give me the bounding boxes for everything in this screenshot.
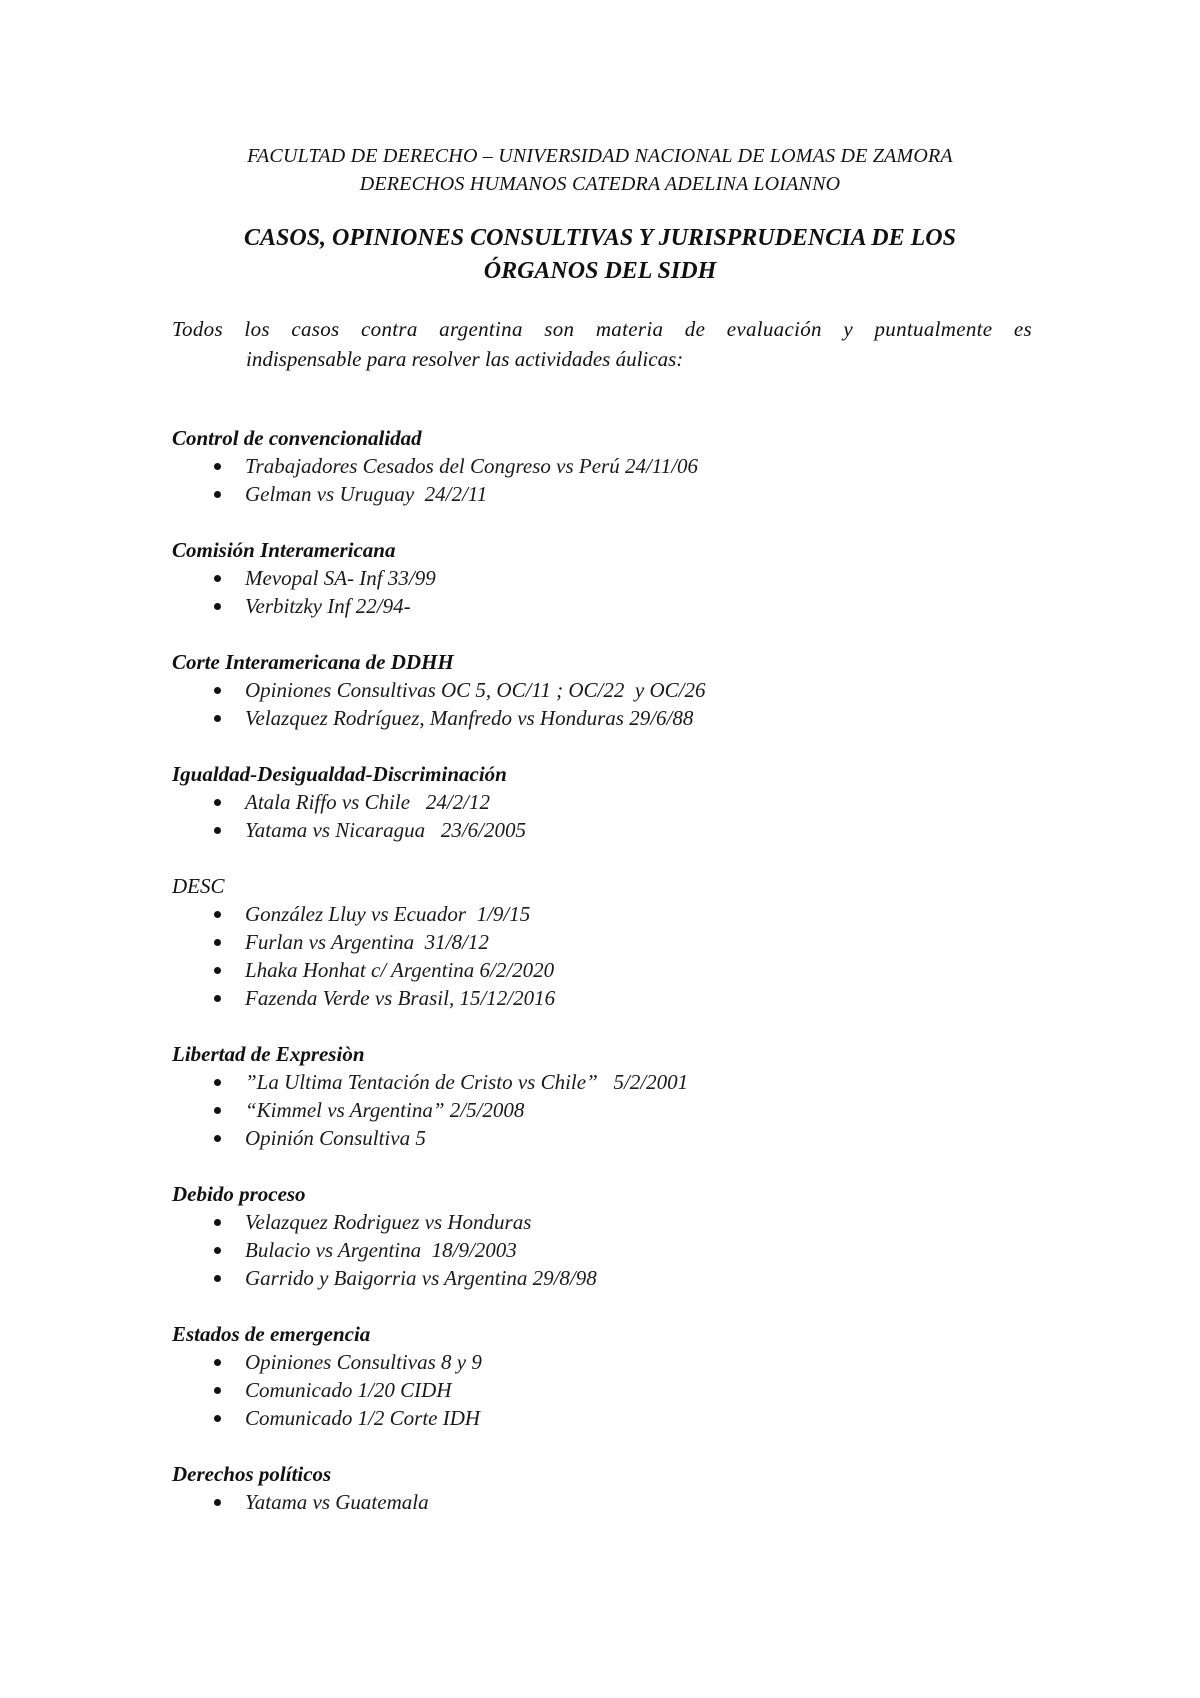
list-item-text: Furlan vs Argentina 31/8/12 — [245, 930, 489, 954]
list-item-text: Verbitzky Inf 22/94- — [245, 594, 411, 618]
document-title — [0, 222, 1200, 288]
section-igualdad — [172, 760, 1052, 844]
bullet-icon — [214, 1359, 221, 1366]
section-heading: Comisión Interamericana — [172, 538, 396, 562]
list-item-text: Gelman vs Uruguay 24/2/11 — [245, 482, 488, 506]
list-item — [172, 480, 1052, 508]
bullet-icon — [214, 687, 221, 694]
list-item — [172, 1124, 1052, 1152]
bullet-icon — [214, 995, 221, 1002]
section-heading: Derechos políticos — [172, 1462, 332, 1486]
list-item — [172, 788, 1052, 816]
section-heading: Control de convencionalidad — [172, 426, 422, 450]
section-corte-interamericana — [172, 648, 1052, 732]
section-debido-proceso — [172, 1180, 1052, 1292]
section-control-convencionalidad — [172, 424, 1052, 508]
list-item-text: Fazenda Verde vs Brasil, 15/12/2016 — [245, 986, 556, 1010]
bullet-icon — [214, 1135, 221, 1142]
section-heading: DESC — [172, 874, 225, 898]
list-item — [172, 1348, 1052, 1376]
list-item-text: Opinión Consultiva 5 — [245, 1126, 426, 1150]
list-item-text: Opiniones Consultivas OC 5, OC/11 ; OC/22 y OC/26 — [245, 678, 706, 702]
title-line-1: CASOS, OPINIONES CONSULTIVAS Y JURISPRUDENCIA DE LOS — [244, 225, 956, 251]
list-item — [172, 564, 1052, 592]
bullet-icon — [214, 939, 221, 946]
list-item — [172, 1376, 1052, 1404]
intro-line-2: indispensable para resolver las actividades áulicas: — [246, 347, 684, 371]
bullet-icon — [214, 1079, 221, 1086]
list-item-text: Opiniones Consultivas 8 y 9 — [245, 1350, 482, 1374]
list-item — [172, 1488, 1052, 1516]
list-item-text: ”La Ultima Tentación de Cristo vs Chile” 5/2/2001 — [245, 1070, 689, 1094]
list-item — [172, 592, 1052, 620]
section-heading: Estados de emergencia — [172, 1322, 371, 1346]
sections-list — [172, 424, 1052, 1544]
list-item — [172, 900, 1052, 928]
bullet-icon — [214, 827, 221, 834]
list-item-text: Comunicado 1/20 CIDH — [245, 1378, 452, 1402]
document-header — [0, 142, 1200, 198]
header-line-chair: DERECHOS HUMANOS CATEDRA ADELINA LOIANNO — [359, 173, 841, 195]
bullet-icon — [214, 1219, 221, 1226]
bullet-icon — [214, 911, 221, 918]
bullet-icon — [214, 1387, 221, 1394]
section-estados-emergencia — [172, 1320, 1052, 1432]
bullet-icon — [214, 1275, 221, 1282]
list-item-text: Comunicado 1/2 Corte IDH — [245, 1406, 481, 1430]
bullet-icon — [214, 603, 221, 610]
list-item-text: Velazquez Rodriguez vs Honduras — [245, 1210, 532, 1234]
list-item-text: Trabajadores Cesados del Congreso vs Perú 24/11/06 — [245, 454, 699, 478]
list-item-text: Velazquez Rodríguez, Manfredo vs Honduras 29/6/88 — [245, 706, 694, 730]
list-item — [172, 956, 1052, 984]
section-heading: Corte Interamericana de DDHH — [172, 650, 454, 674]
section-heading: Debido proceso — [172, 1182, 306, 1206]
list-item-text: Mevopal SA- Inf 33/99 — [245, 566, 436, 590]
list-item-text: “Kimmel vs Argentina” 2/5/2008 — [245, 1098, 525, 1122]
list-item — [172, 1208, 1052, 1236]
list-item — [172, 676, 1052, 704]
title-line-2: ÓRGANOS DEL SIDH — [483, 258, 717, 284]
bullet-icon — [214, 1107, 221, 1114]
list-item-text: Lhaka Honhat c/ Argentina 6/2/2020 — [245, 958, 555, 982]
bullet-icon — [214, 1499, 221, 1506]
list-item-text: Yatama vs Nicaragua 23/6/2005 — [245, 818, 526, 842]
list-item-text: Garrido y Baigorria vs Argentina 29/8/98 — [245, 1266, 597, 1290]
bullet-icon — [214, 491, 221, 498]
header-line-faculty: FACULTAD DE DERECHO – UNIVERSIDAD NACIONAL DE LOMAS DE ZAMORA — [247, 145, 953, 167]
list-item — [172, 1264, 1052, 1292]
section-desc — [172, 872, 1052, 1012]
list-item — [172, 1096, 1052, 1124]
list-item — [172, 1404, 1052, 1432]
bullet-icon — [214, 967, 221, 974]
section-comision-interamericana — [172, 536, 1052, 620]
intro-line-1: Todos los casos contra argentina son materia de evaluación y puntualmente es — [172, 317, 1032, 341]
list-item-text: Bulacio vs Argentina 18/9/2003 — [245, 1238, 517, 1262]
bullet-icon — [214, 1415, 221, 1422]
list-item — [172, 928, 1052, 956]
list-item-text: Yatama vs Guatemala — [245, 1490, 429, 1514]
section-derechos-politicos — [172, 1460, 1052, 1516]
list-item — [172, 704, 1052, 732]
list-item-text: González Lluy vs Ecuador 1/9/15 — [245, 902, 531, 926]
bullet-icon — [214, 715, 221, 722]
list-item — [172, 816, 1052, 844]
list-item-text: Atala Riffo vs Chile 24/2/12 — [245, 790, 490, 814]
list-item — [172, 452, 1052, 480]
list-item — [172, 1068, 1052, 1096]
section-libertad-expresion — [172, 1040, 1052, 1152]
section-heading: Libertad de Expresiòn — [172, 1042, 365, 1066]
list-item — [172, 1236, 1052, 1264]
section-heading: Igualdad-Desigualdad-Discriminación — [172, 762, 507, 786]
bullet-icon — [214, 799, 221, 806]
intro-paragraph — [172, 314, 1032, 374]
bullet-icon — [214, 463, 221, 470]
list-item — [172, 984, 1052, 1012]
bullet-icon — [214, 575, 221, 582]
bullet-icon — [214, 1247, 221, 1254]
